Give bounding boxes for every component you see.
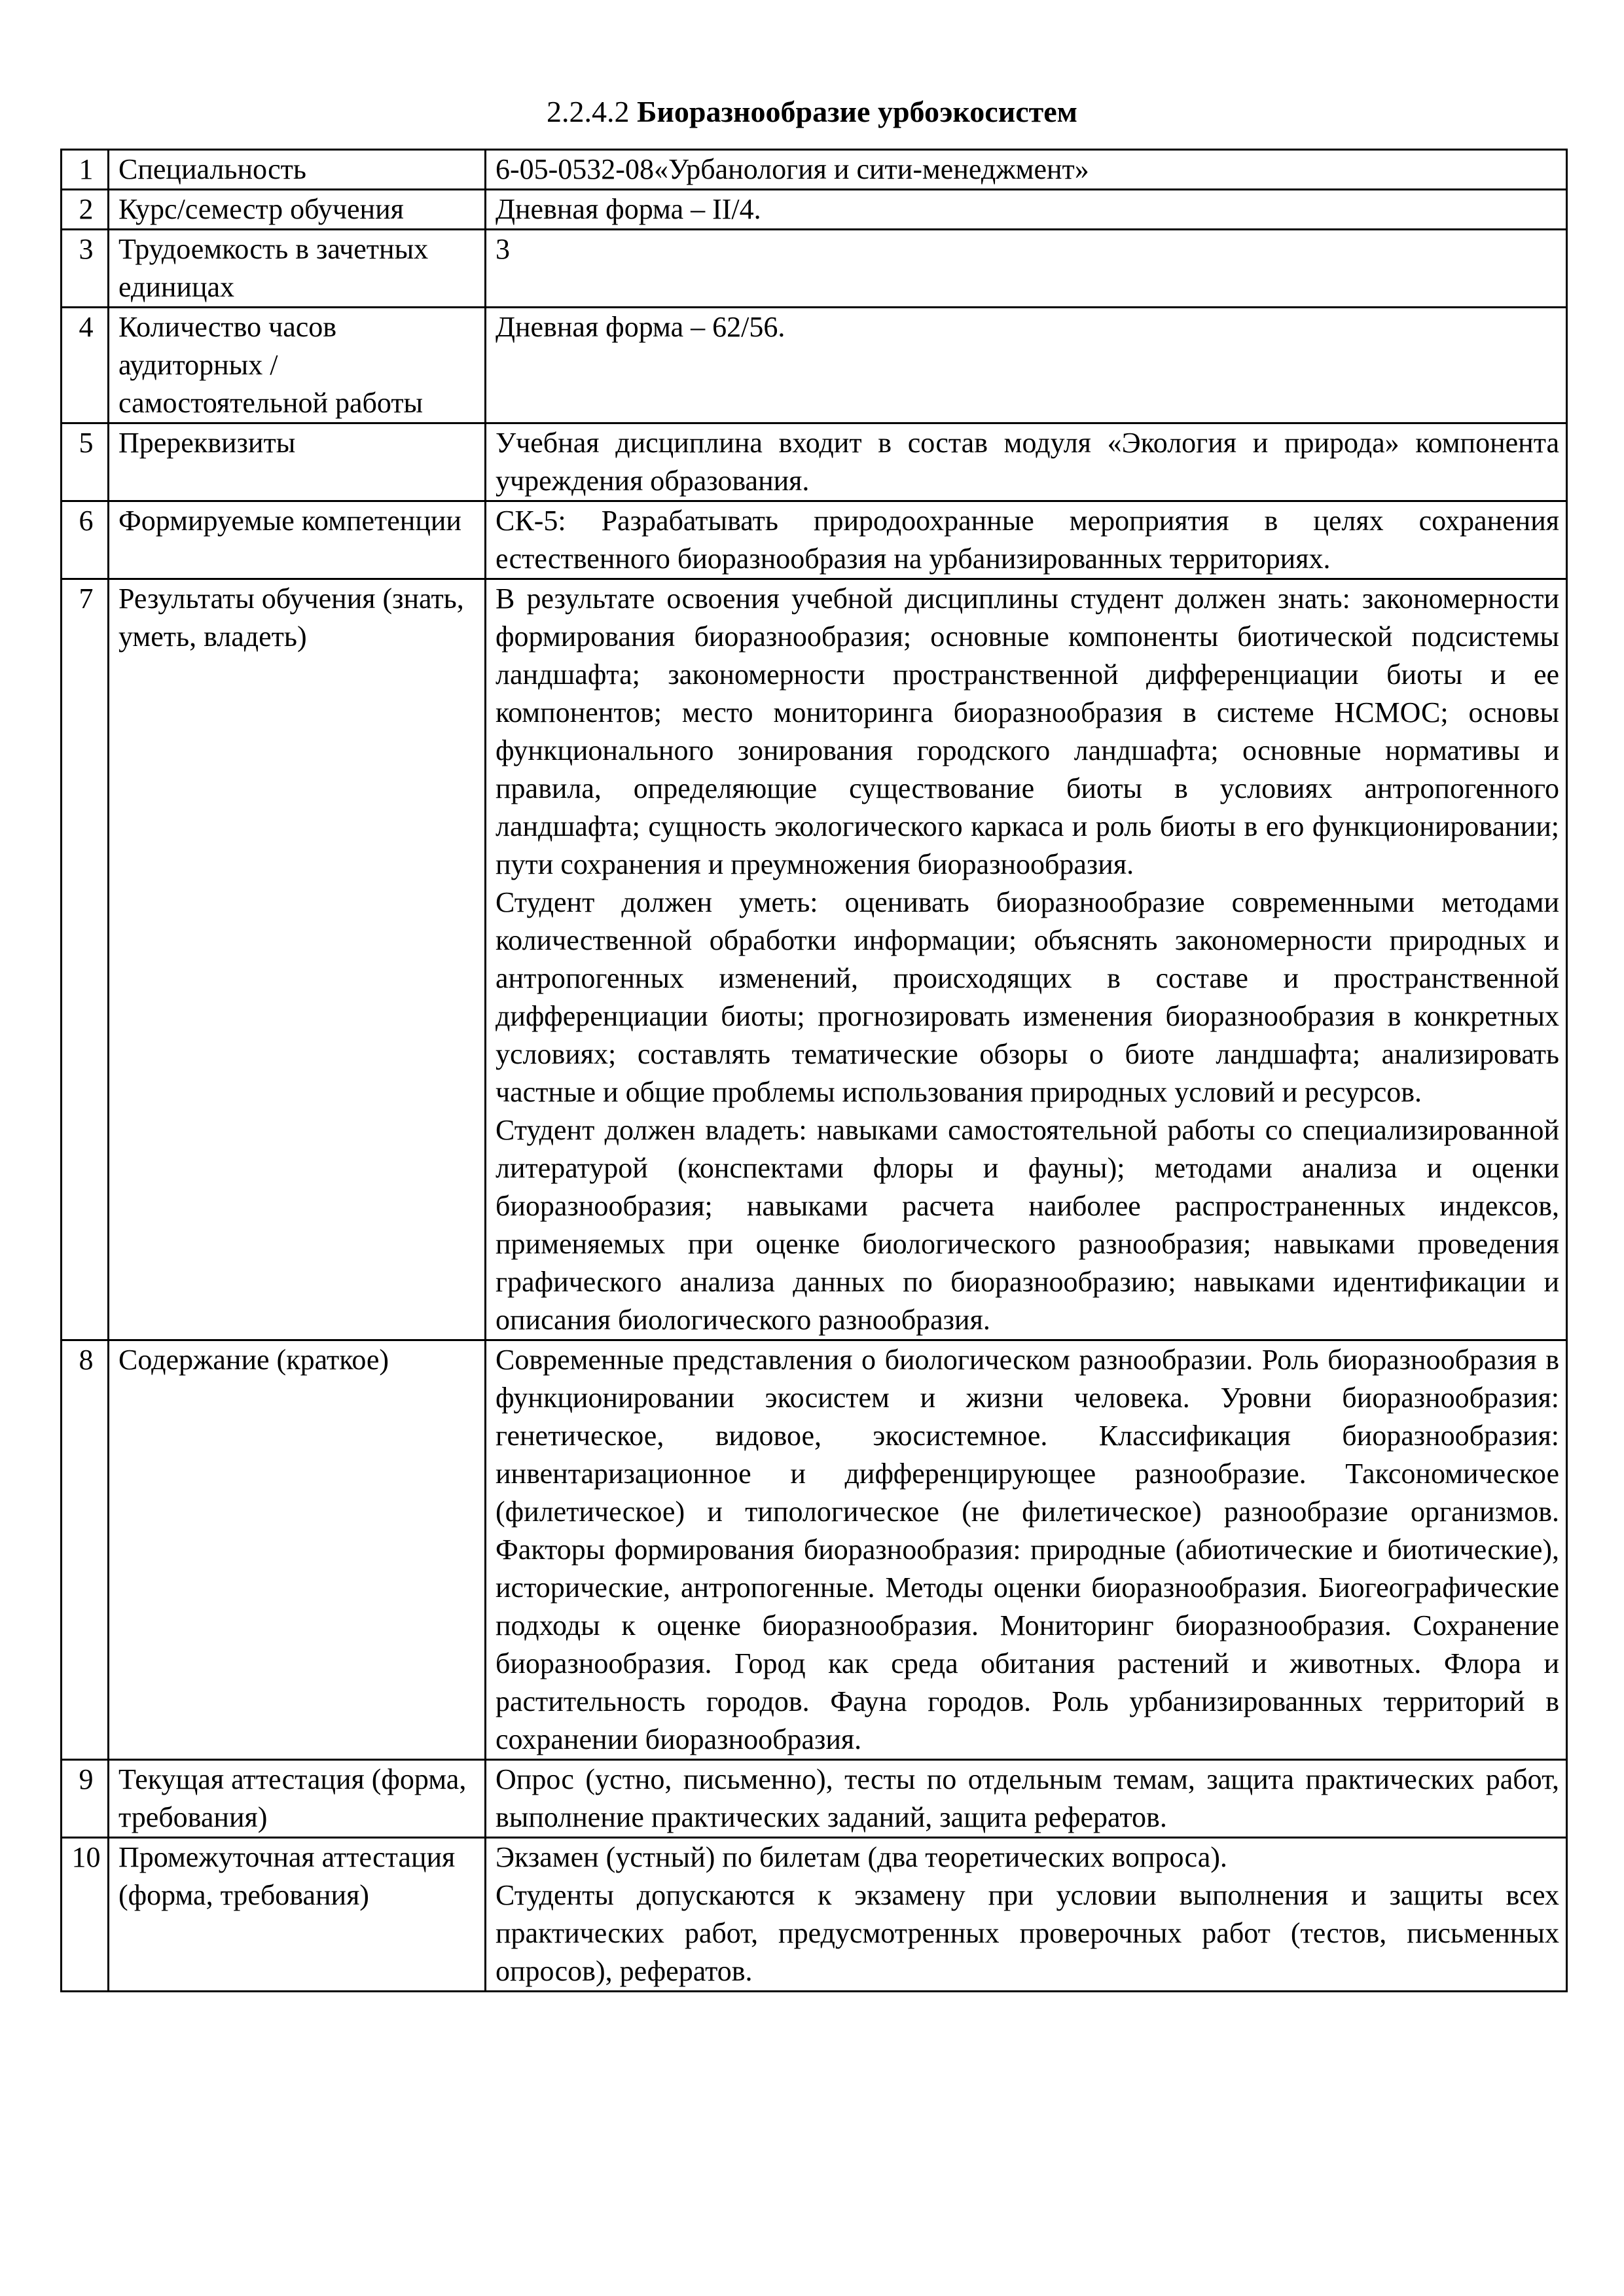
row-label: Промежуточная аттестация (форма, требования) [109,1838,486,1992]
row-number: 7 [62,579,109,1340]
value-paragraph: 3 [496,233,510,265]
value-paragraph: Экзамен (устный) по билетам (два теоретических вопроса). [496,1841,1227,1873]
row-value [486,230,1567,308]
value-paragraph: Студенты допускаются к экзамену при условии выполнения и защиты всех практических работ, предусмотренных проверочных работ (тестов, письменных опросов), рефератов. [496,1879,1559,1987]
table-row [62,501,1567,579]
row-number: 3 [62,230,109,308]
section-number: 2.2.4.2 [547,95,630,128]
row-value [486,1838,1567,1992]
row-value [486,501,1567,579]
value-paragraph: Современные представления о биологическом разнообразии. Роль биоразнообразия в функционировании экосистем и жизни человека. Уровни биоразнообразия: генетическое, видовое, экосистемное. Классификация биоразнообразия: инвентаризационное и дифференцирующее разнообразие. Таксономическое (филетическое) и типологическое (не филетическое) разнообразие организмов. Факторы формирования биоразнообразия: природные (абиотические и биотические), исторические, антропогенные. Методы оценки биоразнообразия. Биогеографические подходы к оценке биоразнообразия. Мониторинг биоразнообразия. Сохранение биоразнообразия. Город как среда обитания растений и животных. Флора и растительность городов. Фауна городов. Роль урбанизированных территорий в сохранении биоразнообразия. [496,1344,1559,1755]
row-number: 10 [62,1838,109,1992]
row-number: 6 [62,501,109,579]
row-label: Количество часов аудиторных / самостоятельной работы [109,308,486,423]
value-paragraph: В результате освоения учебной дисциплины студент должен знать: закономерности формирования биоразнообразия; основные компоненты биотической подсистемы ландшафта; закономерности пространственной дифференциации биоты и ее компонентов; место мониторинга биоразнообразия в системе НСМОС; основы функционального зонирования городского ландшафта; основные нормативы и правила, определяющие существование биоты в условиях антропогенного ландшафта; сущность экологического каркаса и роль биоты в его функционировании; пути сохранения и преумножения биоразнообразия. [496,583,1559,880]
value-paragraph: Студент должен уметь: оценивать биоразнообразие современными методами количественной обработки информации; объяснять закономерности природных и антропогенных изменений, происходящих в составе и пространственной дифференциации биоты; прогнозировать изменения биоразнообразия в конкретных условиях; составлять тематические обзоры о биоте ландшафта; анализировать частные и общие проблемы использования природных условий и ресурсов. [496,886,1559,1108]
row-number: 4 [62,308,109,423]
table-row [62,423,1567,501]
row-value [486,579,1567,1340]
section-title: Биоразнообразие урбоэкосистем [637,95,1077,128]
row-number: 2 [62,190,109,230]
table-row [62,1760,1567,1838]
row-label: Трудоемкость в зачетных единицах [109,230,486,308]
table-row [62,308,1567,423]
row-label: Пререквизиты [109,423,486,501]
table-row [62,579,1567,1340]
table-row [62,230,1567,308]
value-paragraph: 6-05-0532-08«Урбанология и сити-менеджмент» [496,153,1089,185]
table-row [62,1838,1567,1992]
row-value [486,1340,1567,1760]
row-value [486,150,1567,190]
value-paragraph: Опрос (устно, письменно), тесты по отдельным темам, защита практических работ, выполнение практических заданий, защита рефератов. [496,1763,1559,1833]
row-value [486,1760,1567,1838]
row-number: 1 [62,150,109,190]
row-label: Результаты обучения (знать, уметь, владеть) [109,579,486,1340]
value-paragraph: Дневная форма – 62/56. [496,311,785,343]
table-row [62,150,1567,190]
value-paragraph: СК-5: Разрабатывать природоохранные мероприятия в целях сохранения естественного биоразнообразия на урбанизированных территориях. [496,505,1559,575]
value-paragraph: Учебная дисциплина входит в состав модуля «Экология и природа» компонента учреждения образования. [496,427,1559,497]
row-label: Специальность [109,150,486,190]
section-heading [0,93,1624,131]
row-label: Текущая аттестация (форма, требования) [109,1760,486,1838]
value-paragraph: Студент должен владеть: навыками самостоятельной работы со специализированной литературой (конспектами флоры и фауны); методами анализа и оценки биоразнообразия; навыками расчета наиболее распространенных индексов, применяемых при оценке биологического разнообразия; навыками проведения графического анализа данных по биоразнообразию; навыками идентификации и описания биологического разнообразия. [496,1114,1559,1336]
row-label: Содержание (краткое) [109,1340,486,1760]
row-number: 5 [62,423,109,501]
row-number: 8 [62,1340,109,1760]
value-paragraph: Дневная форма – II/4. [496,193,761,225]
row-value [486,423,1567,501]
row-value [486,308,1567,423]
course-info-table [60,149,1568,1992]
row-label: Курс/семестр обучения [109,190,486,230]
row-label: Формируемые компетенции [109,501,486,579]
table-row [62,1340,1567,1760]
table-row [62,190,1567,230]
row-number: 9 [62,1760,109,1838]
row-value [486,190,1567,230]
